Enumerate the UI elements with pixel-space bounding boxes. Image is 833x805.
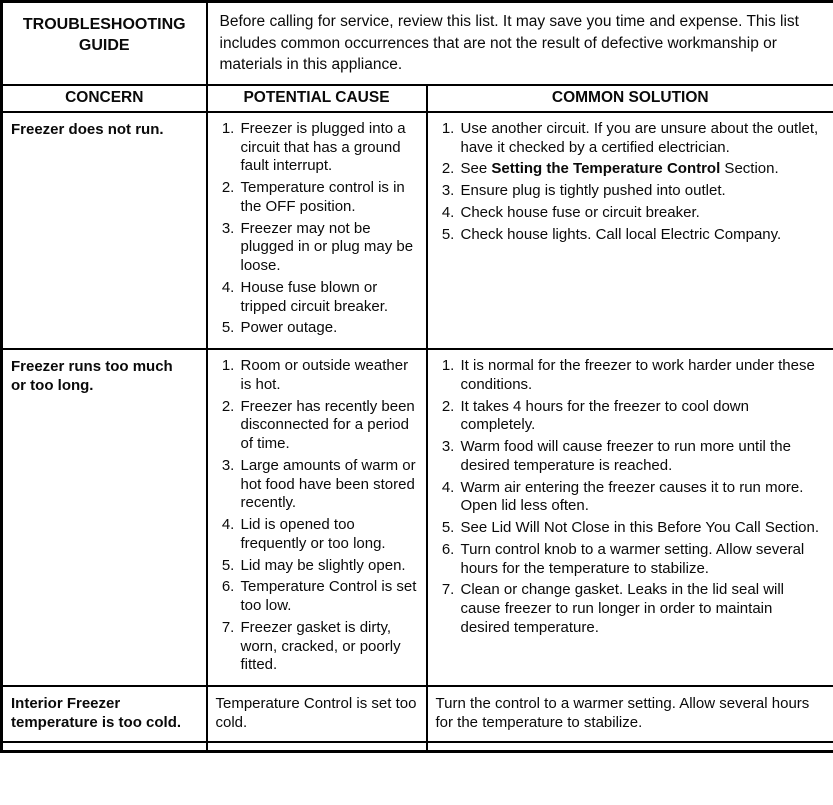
cause-cell: Temperature Control is set too cold.	[207, 686, 427, 742]
column-header-potential-cause: POTENTIAL CAUSE	[207, 85, 427, 112]
column-header-concern: CONCERN	[2, 85, 207, 112]
cause-cell	[207, 349, 427, 686]
table-row-partial	[2, 742, 833, 752]
concern-cell: Freezer runs too much or too long.	[2, 349, 207, 686]
cause-list	[216, 120, 418, 338]
solution-item: 3. Ensure plug is tightly pushed into outlet.	[459, 182, 826, 201]
solution-item: 5. See Lid Will Not Close in this Before You Call Section.	[459, 519, 826, 538]
solution-item: 1. Use another circuit. If you are unsure about the outlet, have it checked by a certified electrician.	[459, 120, 826, 158]
cause-item: 6. Temperature Control is set too low.	[239, 578, 418, 616]
solution-list	[436, 120, 826, 245]
table-row-freezer-runs-too-much	[2, 349, 833, 686]
solution-item: 5. Check house lights. Call local Electric Company.	[459, 226, 826, 245]
solution-cell	[427, 112, 833, 349]
cause-cell	[207, 742, 427, 752]
cause-list	[216, 357, 418, 675]
solution-item	[459, 160, 826, 179]
solution-cell	[427, 742, 833, 752]
concern-cell	[2, 742, 207, 752]
column-header-row	[2, 85, 833, 112]
cause-item: 2. Temperature control is in the OFF position.	[239, 179, 418, 217]
cause-item: 5. Lid may be slightly open.	[239, 557, 418, 576]
solution-list	[436, 357, 826, 638]
solution-item: 3. Warm food will cause freezer to run more until the desired temperature is reached.	[459, 438, 826, 476]
cause-item: 3. Large amounts of warm or hot food have been stored recently.	[239, 457, 418, 513]
cause-item: 1. Room or outside weather is hot.	[239, 357, 418, 395]
guide-intro-text: Before calling for service, review this list. It may save you time and expense. This list includes common occurrences that are not the result of defective workmanship or materials in this appliance.	[207, 2, 833, 86]
solution-item: 2. It takes 4 hours for the freezer to cool down completely.	[459, 398, 826, 436]
guide-title: TROUBLESHOOTING GUIDE	[2, 2, 207, 86]
concern-cell: Freezer does not run.	[2, 112, 207, 349]
table-row-freezer-does-not-run	[2, 112, 833, 349]
solution-item: 6. Turn control knob to a warmer setting. Allow several hours for the temperature to stabilize.	[459, 541, 826, 579]
guide-title-row	[2, 2, 833, 86]
cause-item: 5. Power outage.	[239, 319, 418, 338]
cause-item: 3. Freezer may not be plugged in or plug may be loose.	[239, 220, 418, 276]
cause-item: 2. Freezer has recently been disconnected for a period of time.	[239, 398, 418, 454]
column-header-common-solution: COMMON SOLUTION	[427, 85, 833, 112]
cause-item: 4. House fuse blown or tripped circuit breaker.	[239, 279, 418, 317]
solution-item: 4. Warm air entering the freezer causes it to run more. Open lid less often.	[459, 479, 826, 517]
solution-item: 1. It is normal for the freezer to work harder under these conditions.	[459, 357, 826, 395]
solution-text-bold: Setting the Temperature Control	[491, 160, 721, 178]
concern-cell: Interior Freezer temperature is too cold.	[2, 686, 207, 742]
solution-text: See	[460, 160, 492, 178]
cause-cell	[207, 112, 427, 349]
solution-item: 7. Clean or change gasket. Leaks in the lid seal will cause freezer to run longer in order to maintain desired temperature.	[459, 581, 826, 637]
solution-text: Section.	[720, 160, 779, 178]
solution-item: 4. Check house fuse or circuit breaker.	[459, 204, 826, 223]
cause-item: 1. Freezer is plugged into a circuit that has a ground fault interrupt.	[239, 120, 418, 176]
solution-cell	[427, 349, 833, 686]
solution-cell: Turn the control to a warmer setting. Allow several hours for the temperature to stabilize.	[427, 686, 833, 742]
cause-item: 7. Freezer gasket is dirty, worn, cracked, or poorly fitted.	[239, 619, 418, 675]
table-row-interior-too-cold	[2, 686, 833, 742]
cause-item: 4. Lid is opened too frequently or too long.	[239, 516, 418, 554]
